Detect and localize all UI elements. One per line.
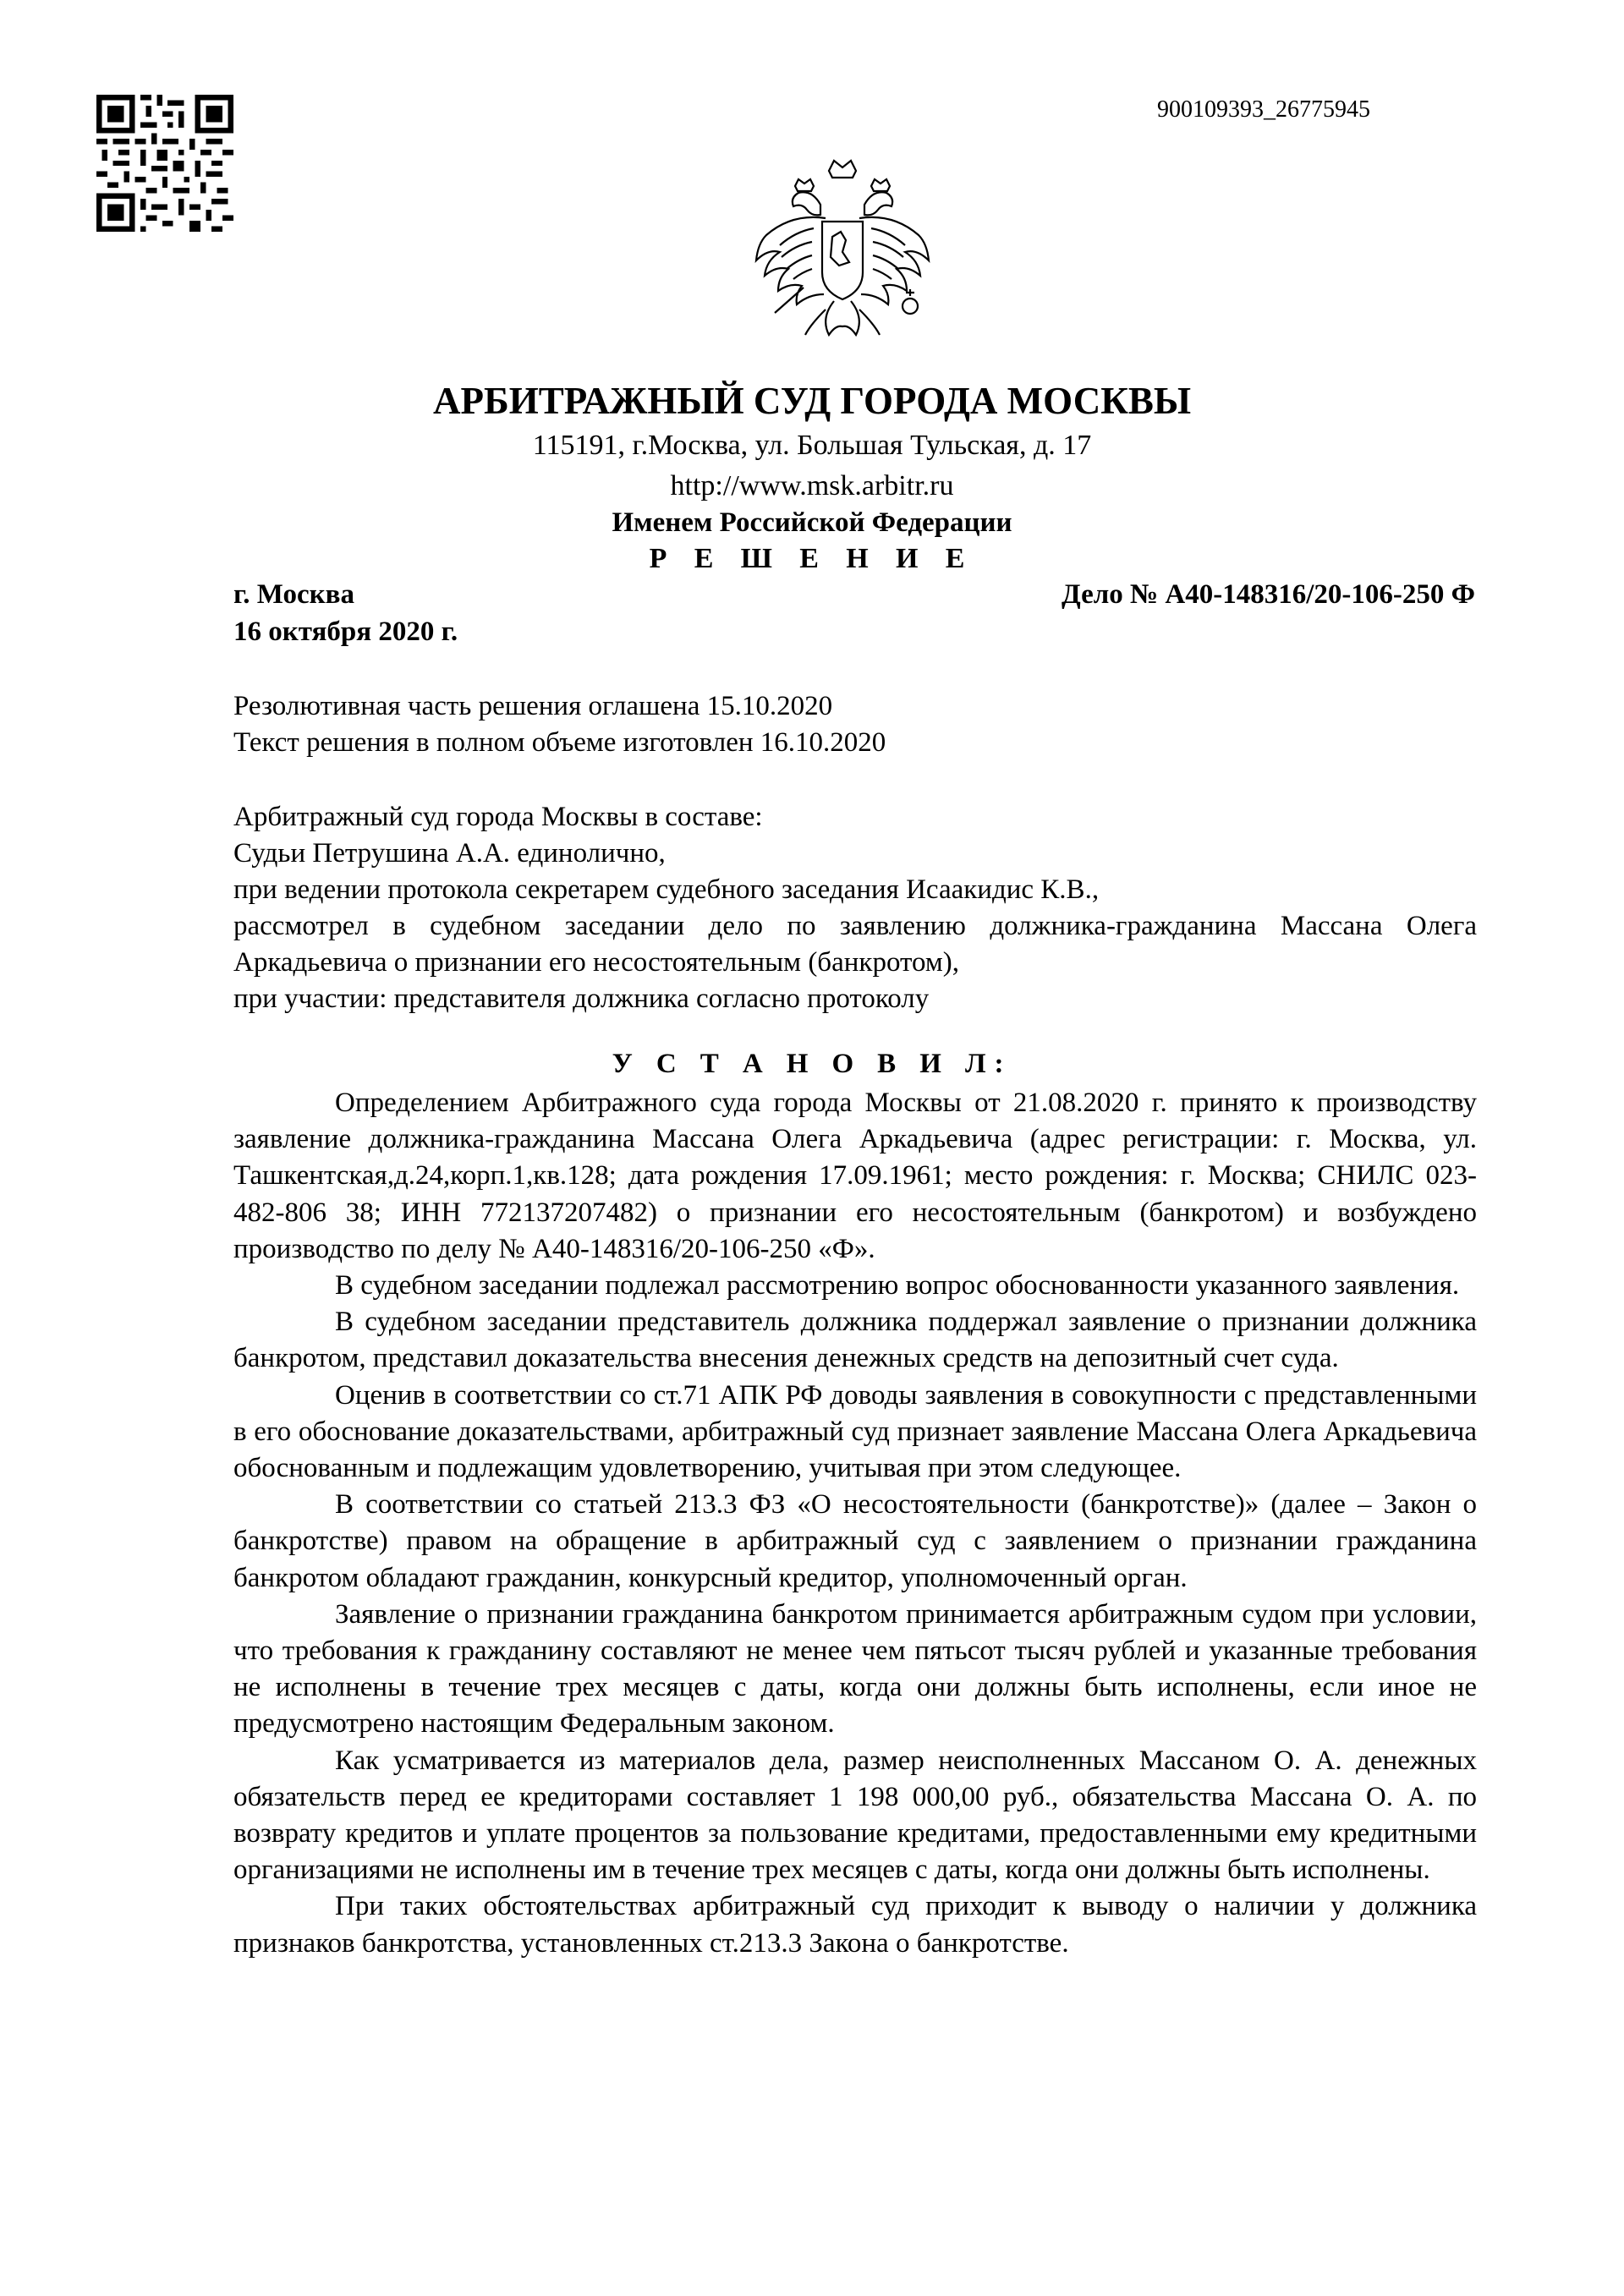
- announcement-block: [233, 688, 1477, 761]
- body-paragraph: В соответствии со статьей 213.3 ФЗ «О несостоятельности (банкротстве)» (далее – Закон о банкротстве) правом на обращение в арбитражный суд с заявлением о признании гражданина банкротом обладают гражданин, конкурсный кредитор, уполномоченный орган.: [233, 1489, 1477, 1593]
- document-type-title: Р Е Ш Е Н И Е: [649, 543, 975, 574]
- judge-line: Судьи Петрушина А.А. единолично,: [233, 838, 666, 869]
- composition-block: [233, 799, 1477, 1017]
- composition-line: Арбитражный суд города Москвы в составе:: [233, 802, 763, 832]
- body-paragraph: Заявление о признании гражданина банкротом принимается арбитражным судом при условии, что требования к гражданину составляют не менее чем пятьсот тысяч рублей и указанные требования не исполнены в течение трех месяцев с даты, когда они должны быть исполнены, если иное не предусмотрено настоящим Федеральным законом.: [233, 1598, 1477, 1740]
- body-paragraph: Определением Арбитражного суда города Москвы от 21.08.2020 г. принято к производству заявление должника-гражданина Массана Олега Аркадьевича (адрес регистрации: г. Москва, ул. Ташкентская,д.24,корп.1,кв.128; дата рождения 17.09.1961; место рождения: г. Москва; СНИЛС 023-482-806 38; ИНН 772137207482) о признании его несостоятельным (банкротом) и возбуждено производство по делу № А40-148316/20-106-250 «Ф».: [233, 1088, 1477, 1264]
- body-paragraph: В судебном заседании подлежал рассмотрению вопрос обоснованности указанного заявления.: [335, 1270, 1460, 1301]
- decision-body: [233, 1085, 1477, 1962]
- considered-line-2: Аркадьевича о признании его несостоятельным (банкротом),: [233, 947, 959, 978]
- coat-of-arms-icon: [741, 152, 944, 355]
- established-heading: У С Т А Н О В И Л:: [612, 1049, 1012, 1079]
- court-website-link[interactable]: http://www.msk.arbitr.ru: [670, 470, 954, 501]
- case-number: Дело № А40-148316/20-106-250 Ф: [1062, 579, 1475, 610]
- court-address: 115191, г.Москва, ул. Большая Тульская, д. 17: [532, 430, 1092, 461]
- city-label: г. Москва: [233, 579, 354, 610]
- document-id: 900109393_26775945: [1157, 96, 1370, 123]
- court-name: АРБИТРАЖНЫЙ СУД ГОРОДА МОСКВЫ: [432, 380, 1192, 422]
- decision-date: 16 октября 2020 г.: [233, 616, 458, 647]
- body-paragraph: Как усматривается из материалов дела, размер неисполненных Массаном О. А. денежных обязательств перед ее кредиторами составляет 1 198 000,00 руб., обязательства Массана О. А. по возврату кредитов и уплате процентов за пользование кредитами, предоставленными ему кредитными организациями не исполнены им в течение трех месяцев с даты, когда они должны быть исполнены.: [233, 1745, 1477, 1886]
- considered-line-1: рассмотрел в судебном заседании дело по заявлению должника-гражданина Массана Олега: [233, 911, 1477, 941]
- body-paragraph: При таких обстоятельствах арбитражный суд приходит к выводу о наличии у должника признаков банкротства, установленных ст.213.3 Закона о банкротстве.: [233, 1891, 1477, 1959]
- participation-line: при участии: представителя должника согласно протоколу: [233, 984, 930, 1014]
- operative-part-line: Резолютивная часть решения оглашена 15.10.2020: [233, 691, 833, 721]
- full-text-line: Текст решения в полном объеме изготовлен 16.10.2020: [233, 727, 886, 758]
- qr-code: [96, 95, 233, 232]
- secretary-line: при ведении протокола секретарем судебного заседания Исаакидис К.В.,: [233, 874, 1100, 905]
- in-the-name-line: Именем Российской Федерации: [612, 507, 1012, 538]
- body-paragraph: В судебном заседании представитель должника поддержал заявление о признании должника банкротом, представил доказательства внесения денежных средств на депозитный счет суда.: [233, 1307, 1477, 1374]
- body-paragraph: Оценив в соответствии со ст.71 АПК РФ доводы заявления в совокупности с представленными в его обоснование доказательствами, арбитражный суд признает заявление Массана Олега Аркадьевича обоснованным и подлежащим удовлетворению, учитывая при этом следующее.: [233, 1379, 1477, 1484]
